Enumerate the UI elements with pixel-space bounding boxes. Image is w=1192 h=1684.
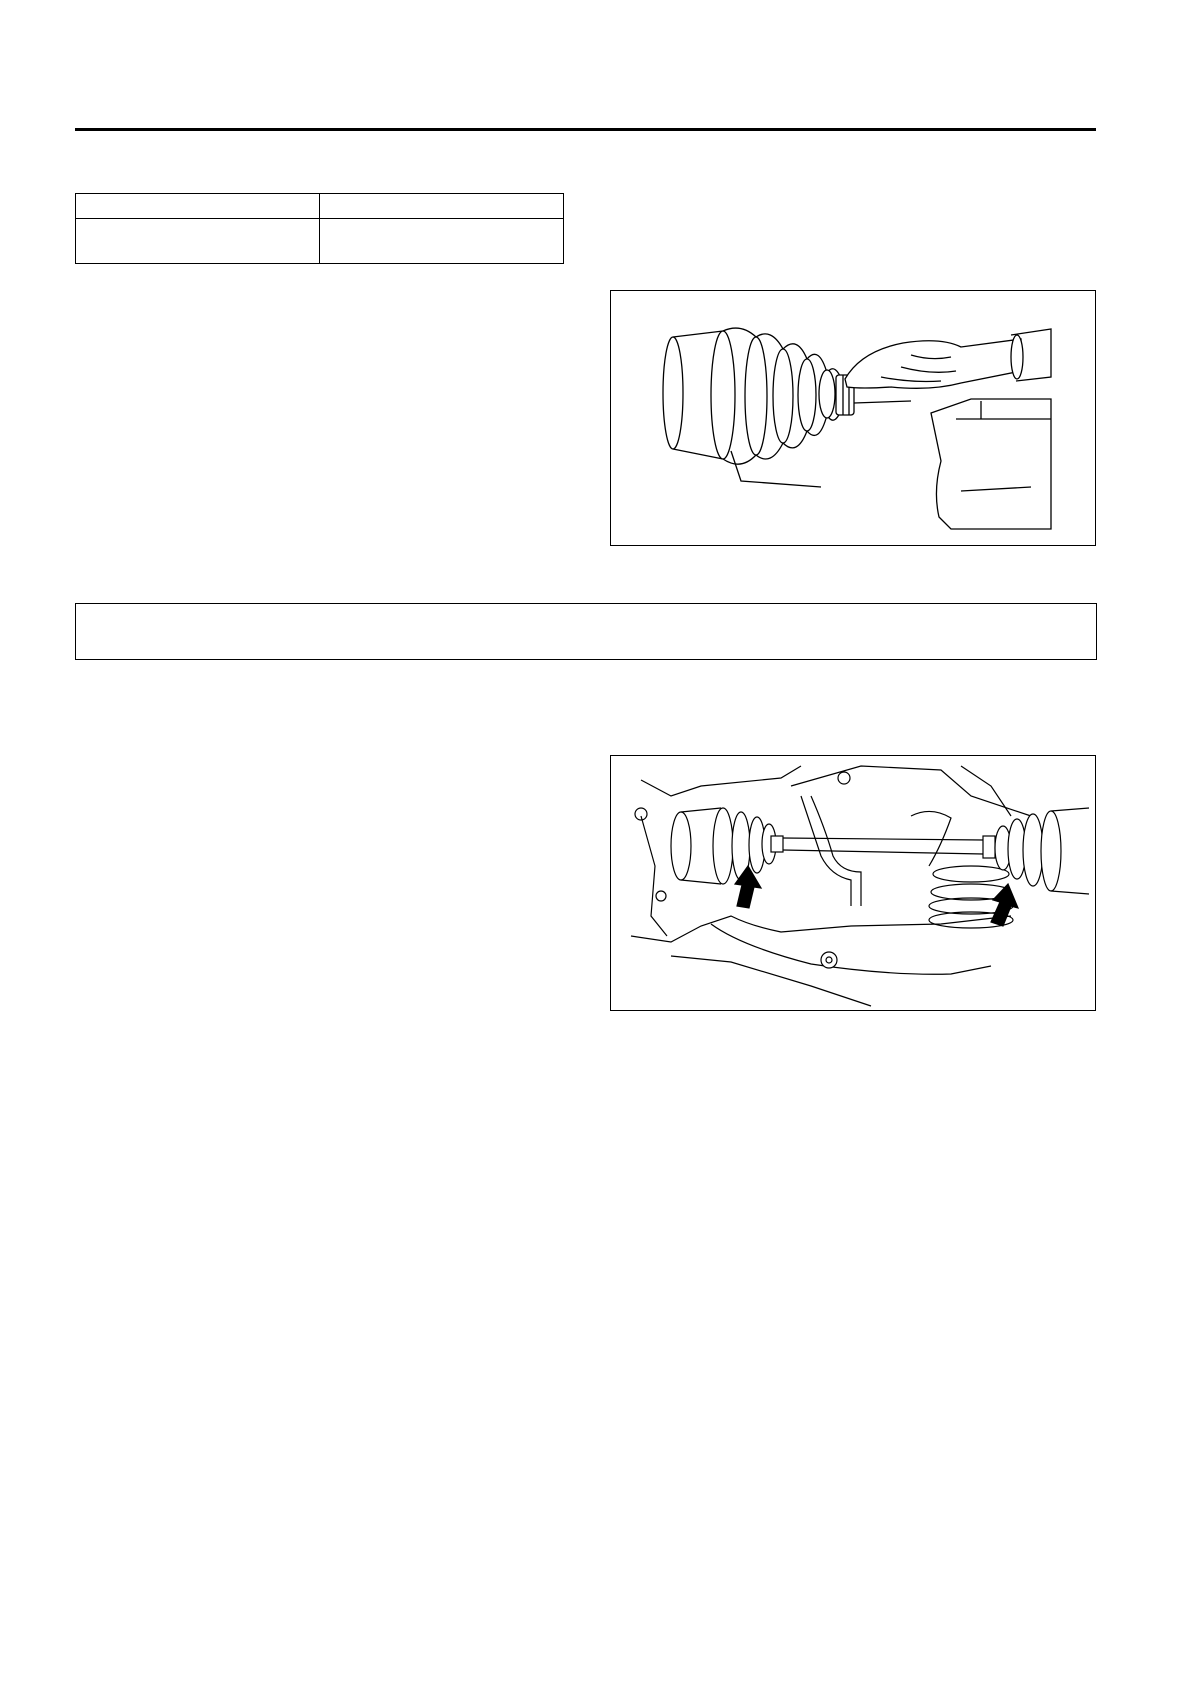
spec-table-header-row: [76, 194, 564, 219]
spec-table-header-cell-2: [320, 194, 564, 219]
spec-table-cell-1: [76, 219, 320, 264]
arrow-right-boot: [991, 884, 1018, 926]
figure-boot-removal: [610, 290, 1096, 546]
spec-table-row: [76, 219, 564, 264]
header-rule: [75, 128, 1096, 131]
spec-table-header-cell-1: [76, 194, 320, 219]
note-box: [75, 603, 1097, 660]
cv-joint-boot-removal-illustration: [611, 291, 1096, 546]
figure-drive-shaft-boots: [610, 755, 1096, 1011]
spec-table: [75, 193, 564, 264]
drive-shaft-boots-inspection-illustration: [611, 756, 1096, 1011]
spec-table-cell-2: [320, 219, 564, 264]
